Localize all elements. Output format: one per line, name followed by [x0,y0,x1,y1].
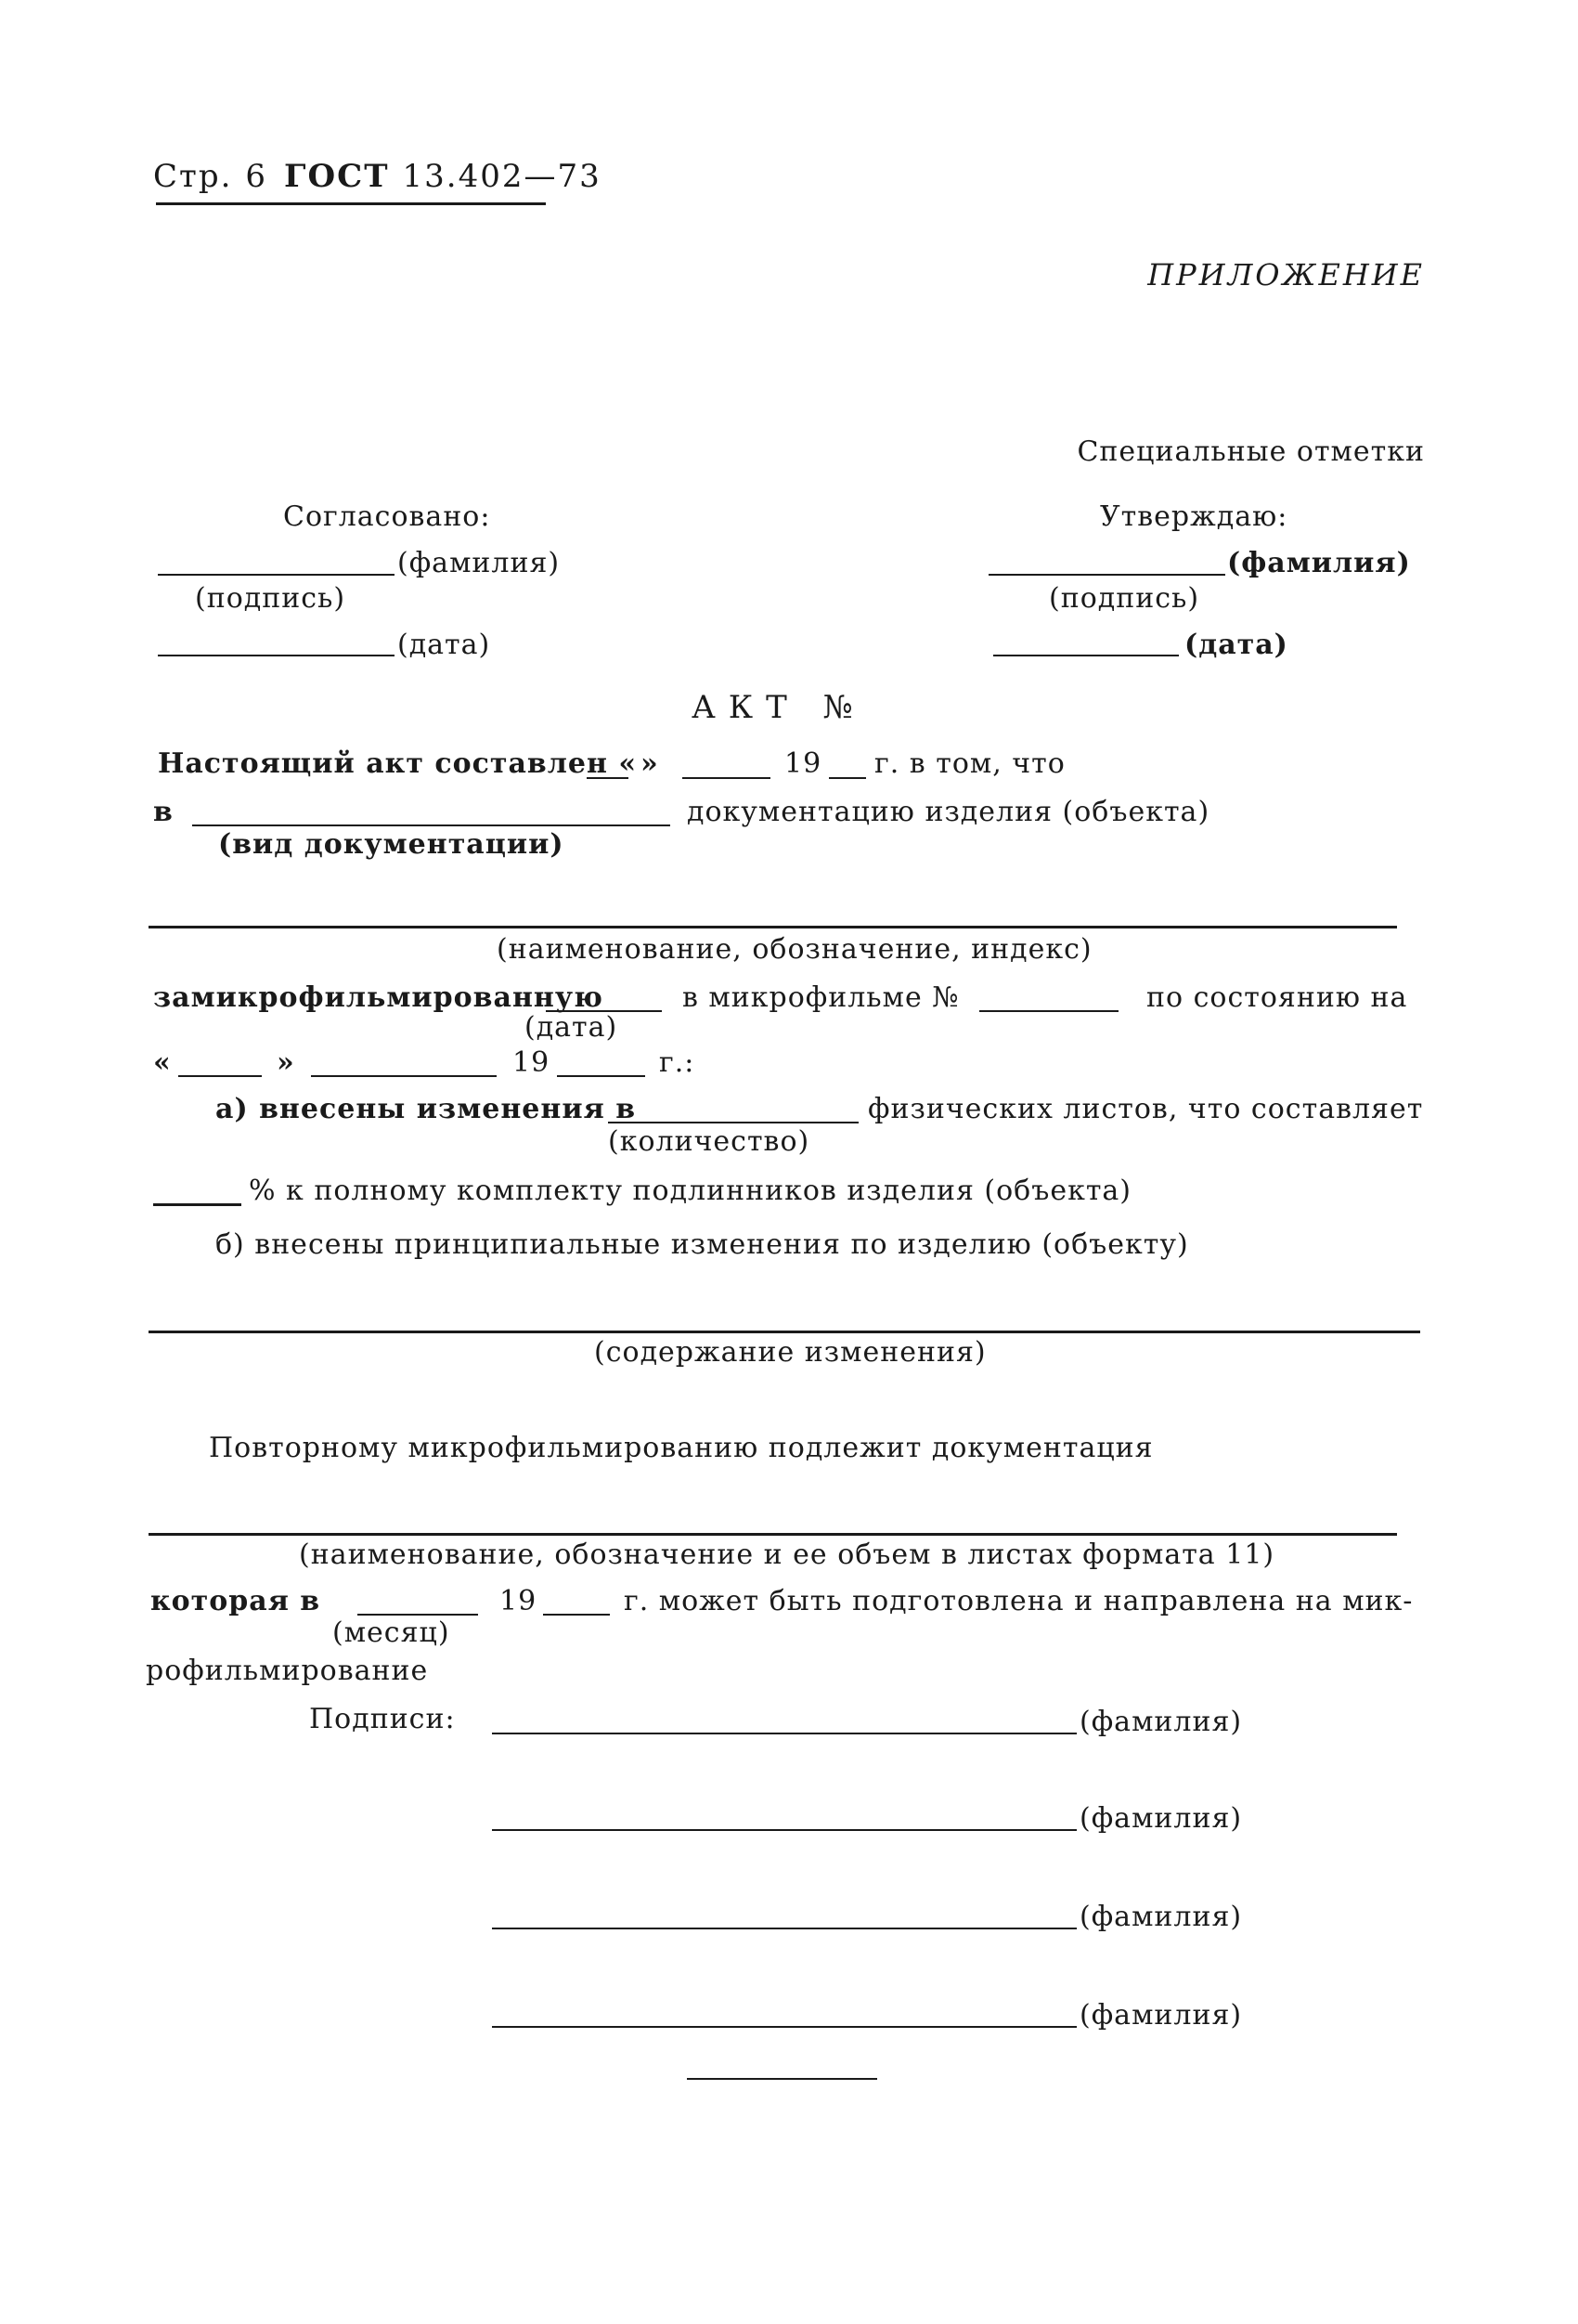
repeat-text: Повторному микрофильмированию подлежит документация [209,1432,1154,1464]
act-line2-end: документацию изделия (объекта) [687,796,1210,828]
quantity-caption: (количество) [608,1125,810,1158]
act-title: АКТ № [692,689,866,726]
act-line4-year: 19 [512,1046,550,1079]
act-line3-start: замикрофильмированную [153,981,603,1014]
day-blank [587,777,628,779]
agreed-date-caption: (дата) [397,629,491,661]
end-divider [687,2078,877,2080]
approve-signature-caption: (подпись) [1049,582,1200,615]
agreed-surname-line [158,574,394,576]
item-name-caption: (наименование, обозначение, индекс) [497,933,1093,966]
date-caption: (дата) [524,1011,618,1044]
appendix-title: ПРИЛОЖЕНИЕ [1147,257,1425,292]
act-line4-close-quote: » [277,1046,295,1079]
which-start: которая в [150,1585,321,1617]
signature-surname-3: (фамилия) [1080,1901,1243,1933]
signature-line-4 [492,2026,1077,2028]
approve-surname-line [989,574,1225,576]
state-month-blank [311,1075,497,1077]
item-a-mid: физических листов, что составляет [868,1093,1424,1125]
signatures-label: Подписи: [309,1703,456,1735]
signature-line-2 [492,1829,1077,1831]
item-b: б) внесены принципиальные изменения по изделию (объекту) [215,1228,1189,1261]
page-label: Стр. [153,158,233,195]
page-header [153,158,601,195]
sheets-count-blank [608,1122,859,1123]
act-line3-mid: в микрофильме № [682,981,960,1014]
agreed-signature-caption: (подпись) [195,582,346,615]
page-number: 6 [245,158,268,195]
state-year-blank [557,1075,645,1077]
act-line1-start: Настоящий акт составлен « [158,747,638,780]
repeat-caption: (наименование, обозначение и ее объем в листах формата 11) [299,1539,1275,1571]
item-a-start: а) внесены изменения в [215,1093,637,1125]
agreed-surname-caption: (фамилия) [397,547,561,579]
act-line1-end: г. в том, что [874,747,1066,780]
act-line3-end: по состоянию на [1146,981,1408,1014]
act-line2-start: в [153,796,174,828]
act-line4-end: г.: [659,1046,695,1079]
doc-type-blank [192,824,670,826]
act-line1-quote: » [640,747,659,780]
standard-number: 13.402—73 [402,158,601,195]
year-prepare-blank [543,1614,610,1616]
signature-line-1 [492,1733,1077,1734]
standard-label: ГОСТ [284,158,390,195]
year-blank [829,777,866,779]
which-end: г. может быть подготовлена и направлена на мик- [624,1585,1414,1617]
change-content-caption: (содержание изменения) [594,1336,987,1369]
month-caption: (месяц) [332,1616,450,1649]
which-continue: рофильмирование [146,1655,429,1687]
special-marks: Специальные отметки [1077,435,1425,468]
act-line4-open-quote: « [153,1046,172,1079]
percent-blank [153,1203,241,1206]
microfilm-number-blank [979,1010,1119,1012]
header-underline [156,202,546,205]
state-day-blank [178,1075,262,1077]
signature-surname-1: (фамилия) [1080,1706,1243,1738]
repeat-doc-line [149,1533,1397,1536]
agreed-date-line [158,655,394,656]
item-name-line [149,926,1397,928]
signature-surname-2: (фамилия) [1080,1802,1243,1835]
month-blank [682,777,770,779]
item-a-end: % к полному комплекту подлинников изделия (объекта) [249,1175,1132,1207]
signature-surname-4: (фамилия) [1080,1999,1243,2032]
act-line1-year: 19 [784,747,822,780]
change-content-line [149,1331,1420,1333]
approve-date-line [993,655,1179,656]
approve-surname-caption: (фамилия) [1227,547,1411,579]
signature-line-3 [492,1928,1077,1929]
approve-title: Утверждаю: [1100,500,1288,533]
doc-type-caption: (вид документации) [218,828,564,861]
which-year: 19 [499,1585,537,1617]
month-prepare-blank [357,1614,478,1616]
agreed-title: Согласовано: [283,500,491,533]
approve-date-caption: (дата) [1184,629,1288,661]
